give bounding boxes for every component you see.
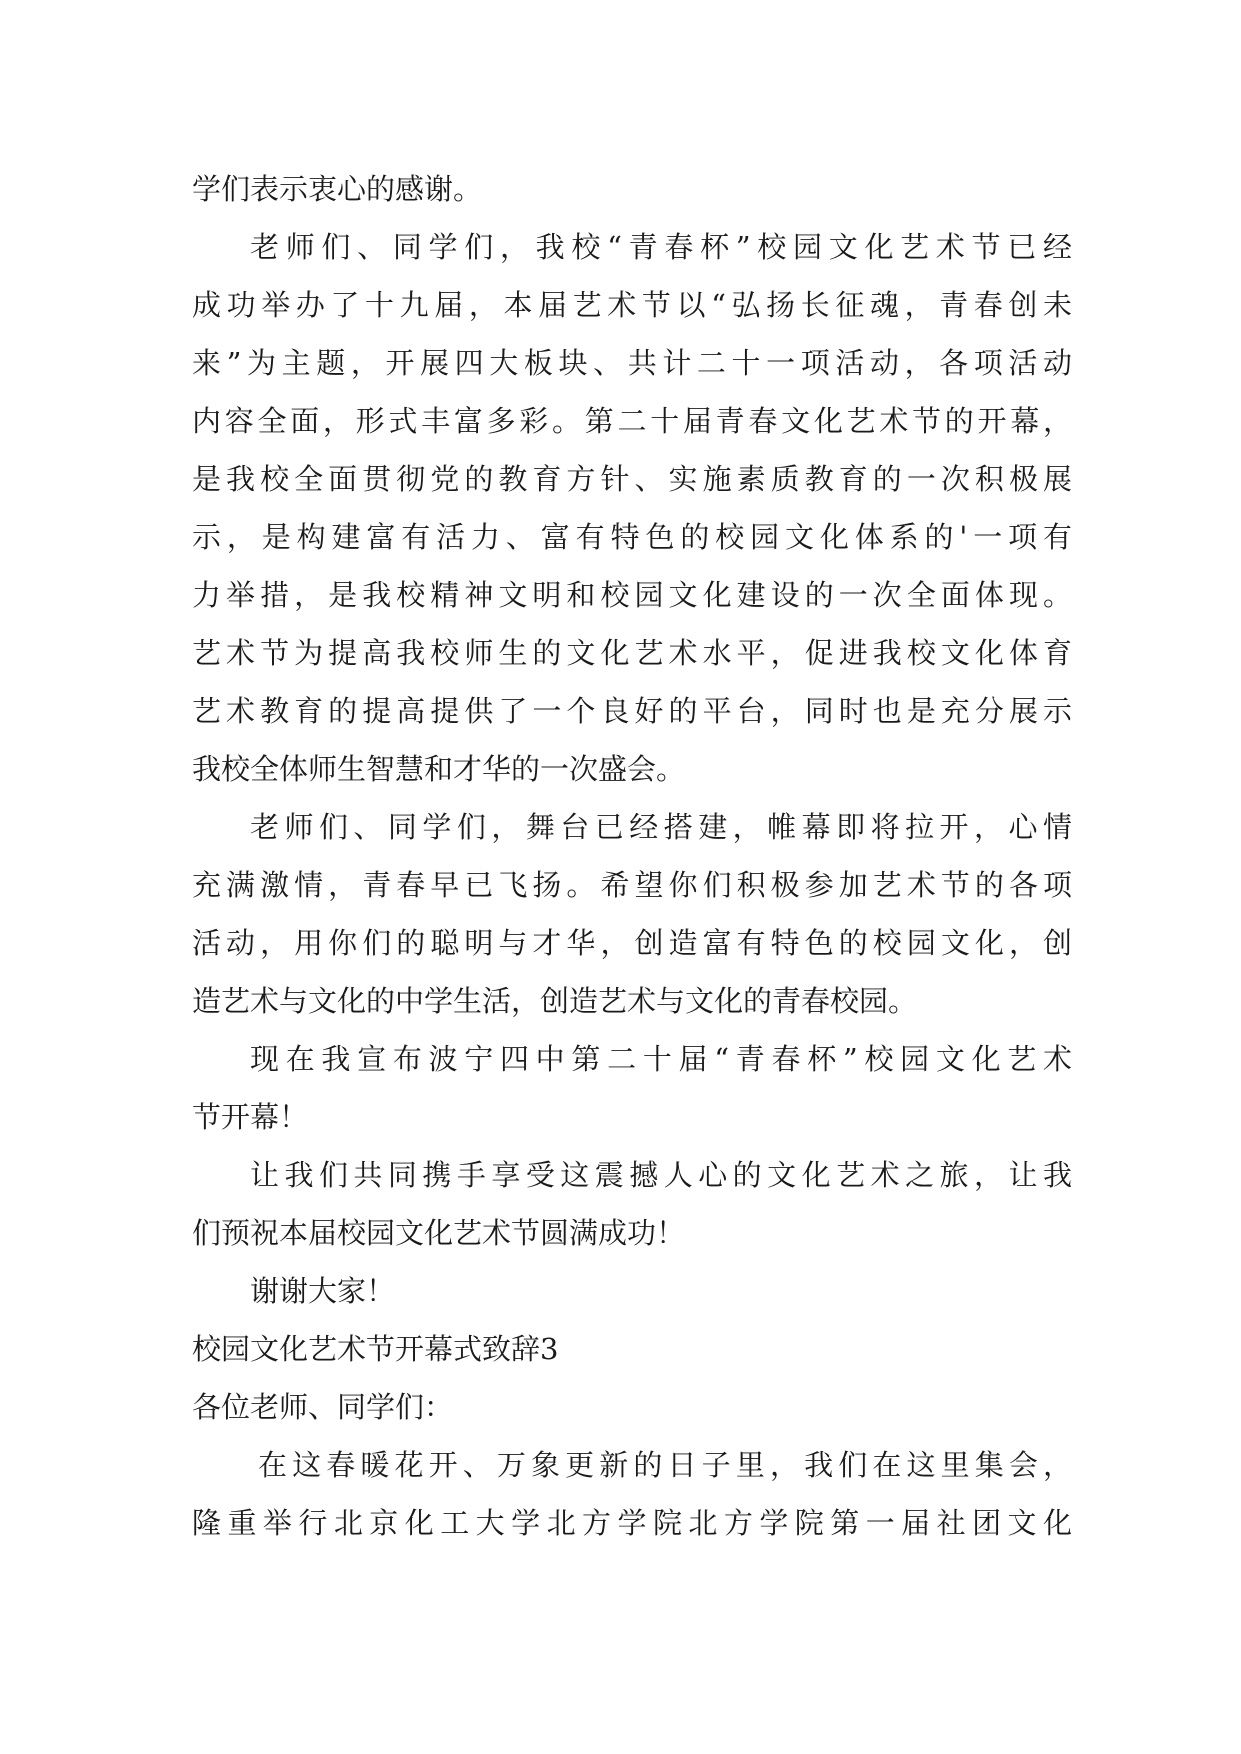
text-line: 来”为主题，开展四大板块、共计二十一项活动，各项活动 [192, 346, 1072, 380]
text-line: 艺术节为提高我校师生的文化艺术水平，促进我校文化体育 [192, 636, 1072, 670]
text-line: 是我校全面贯彻党的教育方针、实施素质教育的一次积极展 [192, 462, 1072, 496]
text-line: 力举措，是我校精神文明和校园文化建设的一次全面体现。 [192, 578, 1072, 612]
paragraph-start-line: 现在我宣布波宁四中第二十届“青春杯”校园文化艺术 [250, 1042, 1072, 1076]
paragraph-start-line: 老师们、同学们，我校“青春杯”校园文化艺术节已经 [250, 230, 1072, 264]
salutation: 各位老师、同学们： [192, 1390, 454, 1424]
text-line: 充满激情，青春早已飞扬。希望你们积极参加艺术节的各项 [192, 868, 1072, 902]
paragraph-start-line: 让我们共同携手享受这震撼人心的文化艺术之旅，让我 [250, 1158, 1072, 1192]
text-line: 隆重举行北京化工大学北方学院北方学院第一届社团文化 [192, 1506, 1072, 1540]
text-line: 艺术教育的提高提供了一个良好的平台，同时也是充分展示 [192, 694, 1072, 728]
paragraph-start-line: 老师们、同学们，舞台已经搭建，帷幕即将拉开，心情 [250, 810, 1072, 844]
closing-line: 谢谢大家！ [250, 1274, 396, 1308]
section-heading: 校园文化艺术节开幕式致辞3 [192, 1332, 559, 1366]
paragraph-start-line: 在这春暖花开、万象更新的日子里，我们在这里集会， [258, 1448, 1072, 1482]
text-line: 节开幕！ [192, 1100, 309, 1134]
text-line: 示，是构建富有活力、富有特色的校园文化体系的'一项有 [192, 520, 1072, 554]
document-body [192, 160, 1072, 1552]
text-line: 内容全面，形式丰富多彩。第二十届青春文化艺术节的开幕， [192, 404, 1072, 438]
text-line: 活动，用你们的聪明与才华，创造富有特色的校园文化，创 [192, 926, 1072, 960]
text-line: 造艺术与文化的中学生活，创造艺术与文化的青春校园。 [192, 984, 918, 1018]
text-line: 我校全体师生智慧和才华的一次盛会。 [192, 752, 686, 786]
text-line: 学们表示衷心的感谢。 [192, 172, 483, 206]
text-line: 成功举办了十九届，本届艺术节以“弘扬长征魂，青春创未 [192, 288, 1072, 322]
text-line: 们预祝本届校园文化艺术节圆满成功！ [192, 1216, 686, 1250]
